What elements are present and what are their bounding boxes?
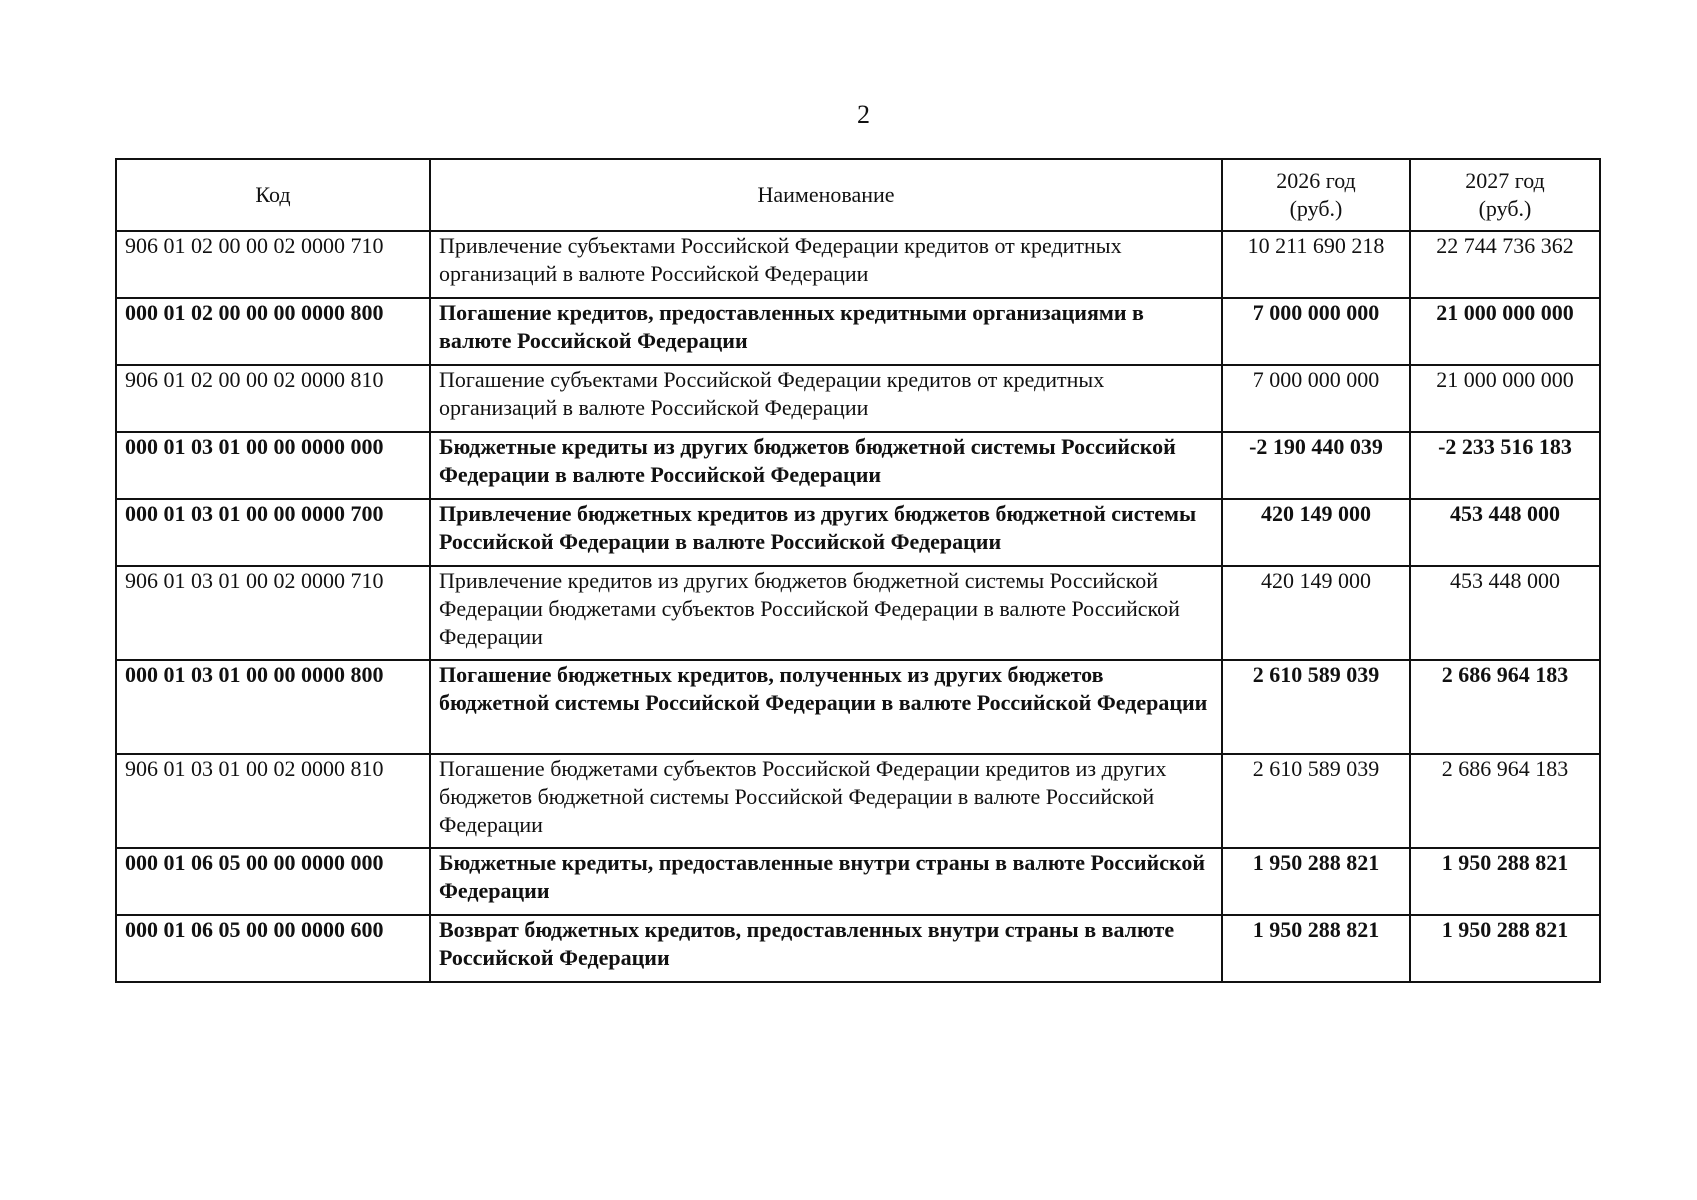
row-code: 906 01 03 01 00 02 0000 710: [116, 566, 430, 660]
row-name: Привлечение кредитов из других бюджетов бюджетной системы Российской Федерации бюджетами субъектов Российской Федерации в валюте Российской Федерации: [430, 566, 1222, 660]
row-value-2027: 22 744 736 362: [1410, 231, 1600, 298]
row-value-2026: 1 950 288 821: [1222, 848, 1410, 915]
table-body: [116, 231, 1600, 982]
row-value-2026: 7 000 000 000: [1222, 365, 1410, 432]
row-value-2026: 10 211 690 218: [1222, 231, 1410, 298]
row-value-2026: -2 190 440 039: [1222, 432, 1410, 499]
header-2026-unit: (руб.): [1289, 196, 1343, 221]
row-code: 000 01 03 01 00 00 0000 800: [116, 660, 430, 754]
row-value-2026: 420 149 000: [1222, 499, 1410, 566]
header-name: Наименование: [430, 159, 1222, 231]
header-2027: [1410, 159, 1600, 231]
page-number: 2: [857, 100, 870, 129]
table-row: [116, 231, 1600, 298]
row-code: 906 01 03 01 00 02 0000 810: [116, 754, 430, 848]
row-value-2027: 21 000 000 000: [1410, 298, 1600, 365]
table-row: [116, 499, 1600, 566]
row-name: Погашение бюджетных кредитов, полученных из других бюджетов бюджетной системы Российской Федерации в валюте Российской Федерации: [430, 660, 1222, 754]
row-name: Погашение субъектами Российской Федерации кредитов от кредитных организаций в валюте Российской Федерации: [430, 365, 1222, 432]
budget-sources-table: [115, 158, 1601, 983]
row-code: 000 01 06 05 00 00 0000 600: [116, 915, 430, 982]
row-code: 000 01 03 01 00 00 0000 700: [116, 499, 430, 566]
row-value-2027: 1 950 288 821: [1410, 915, 1600, 982]
header-2027-year: 2027 год: [1465, 168, 1545, 193]
row-value-2027: 453 448 000: [1410, 566, 1600, 660]
row-code: 000 01 03 01 00 00 0000 000: [116, 432, 430, 499]
row-value-2026: 2 610 589 039: [1222, 660, 1410, 754]
row-value-2026: 7 000 000 000: [1222, 298, 1410, 365]
table-row: [116, 298, 1600, 365]
row-code: 000 01 02 00 00 00 0000 800: [116, 298, 430, 365]
row-code: 906 01 02 00 00 02 0000 710: [116, 231, 430, 298]
row-value-2027: 1 950 288 821: [1410, 848, 1600, 915]
header-2027-unit: (руб.): [1478, 196, 1532, 221]
row-name: Погашение бюджетами субъектов Российской Федерации кредитов из других бюджетов бюджетной системы Российской Федерации в валюте Российской Федерации: [430, 754, 1222, 848]
row-value-2026: 420 149 000: [1222, 566, 1410, 660]
table-row: [116, 660, 1600, 754]
table-row: [116, 432, 1600, 499]
table-header-row: [116, 159, 1600, 231]
table-row: [116, 754, 1600, 848]
header-2026-year: 2026 год: [1276, 168, 1356, 193]
table-row: [116, 915, 1600, 982]
row-value-2027: -2 233 516 183: [1410, 432, 1600, 499]
row-name: Привлечение бюджетных кредитов из других бюджетов бюджетной системы Российской Федерации в валюте Российской Федерации: [430, 499, 1222, 566]
row-name: Погашение кредитов, предоставленных кредитными организациями в валюте Российской Федерации: [430, 298, 1222, 365]
row-name: Возврат бюджетных кредитов, предоставленных внутри страны в валюте Российской Федерации: [430, 915, 1222, 982]
table-row: [116, 566, 1600, 660]
row-value-2027: 2 686 964 183: [1410, 754, 1600, 848]
table-row: [116, 365, 1600, 432]
row-name: Привлечение субъектами Российской Федерации кредитов от кредитных организаций в валюте Российской Федерации: [430, 231, 1222, 298]
row-value-2026: 1 950 288 821: [1222, 915, 1410, 982]
row-code: 000 01 06 05 00 00 0000 000: [116, 848, 430, 915]
table-row: [116, 848, 1600, 915]
row-name: Бюджетные кредиты из других бюджетов бюджетной системы Российской Федерации в валюте Российской Федерации: [430, 432, 1222, 499]
row-value-2027: 2 686 964 183: [1410, 660, 1600, 754]
header-code: Код: [116, 159, 430, 231]
row-value-2027: 21 000 000 000: [1410, 365, 1600, 432]
header-2026: [1222, 159, 1410, 231]
row-value-2026: 2 610 589 039: [1222, 754, 1410, 848]
row-value-2027: 453 448 000: [1410, 499, 1600, 566]
row-code: 906 01 02 00 00 02 0000 810: [116, 365, 430, 432]
row-name: Бюджетные кредиты, предоставленные внутри страны в валюте Российской Федерации: [430, 848, 1222, 915]
